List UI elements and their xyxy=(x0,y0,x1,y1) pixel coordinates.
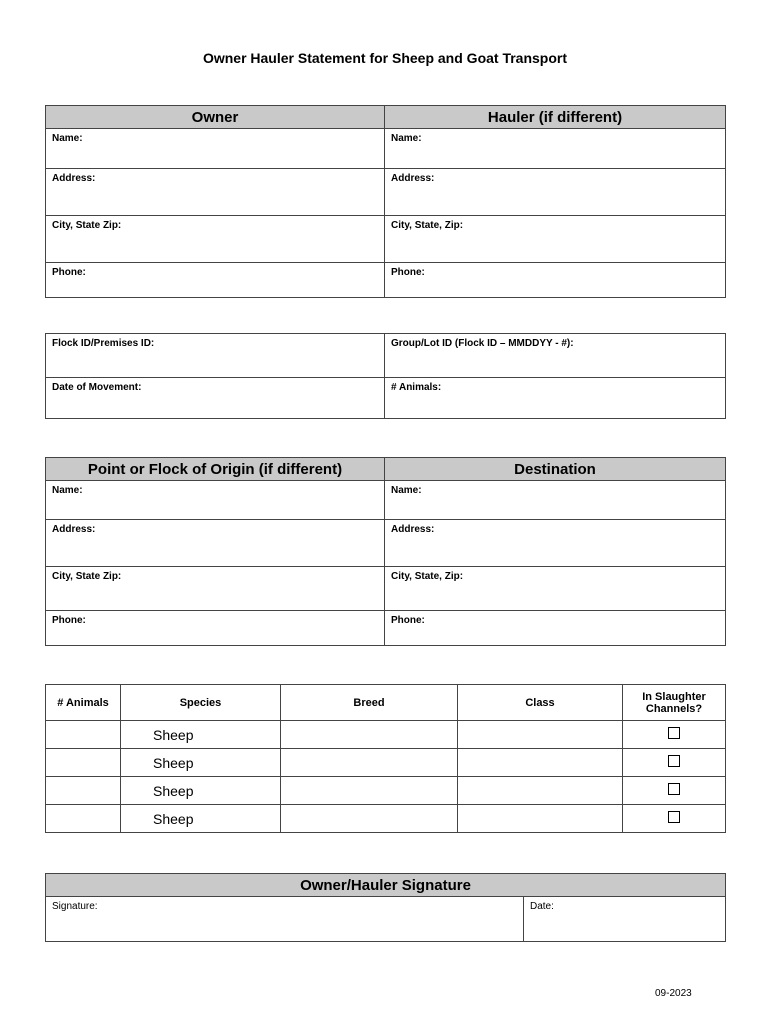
breed-header: Breed xyxy=(281,685,458,721)
species-cell: Sheep xyxy=(121,721,281,749)
hauler-city-field[interactable]: City, State, Zip: xyxy=(385,216,726,263)
species-cell: Sheep xyxy=(121,805,281,833)
class-header: Class xyxy=(458,685,623,721)
class-cell[interactable] xyxy=(458,749,623,777)
date-of-movement-field[interactable]: Date of Movement: xyxy=(46,378,385,419)
signature-date-field[interactable]: Date: xyxy=(524,897,726,942)
hauler-address-field[interactable]: Address: xyxy=(385,169,726,216)
breed-cell[interactable] xyxy=(281,805,458,833)
animals-count-field[interactable]: # Animals: xyxy=(385,378,726,419)
slaughter-checkbox-cell[interactable] xyxy=(623,721,726,749)
slaughter-checkbox-cell[interactable] xyxy=(623,777,726,805)
dest-city-field[interactable]: City, State, Zip: xyxy=(385,567,726,611)
animals-count-header: # Animals xyxy=(46,685,121,721)
form-version: 09-2023 xyxy=(655,988,692,999)
table-row xyxy=(46,721,726,749)
origin-header: Point or Flock of Origin (if different) xyxy=(46,458,385,481)
class-cell[interactable] xyxy=(458,777,623,805)
origin-address-field[interactable]: Address: xyxy=(46,520,385,567)
species-header: Species xyxy=(121,685,281,721)
hauler-name-field[interactable]: Name: xyxy=(385,129,726,169)
owner-address-field[interactable]: Address: xyxy=(46,169,385,216)
origin-destination-table xyxy=(45,457,726,646)
hauler-header: Hauler (if different) xyxy=(385,106,726,129)
owner-city-field[interactable]: City, State Zip: xyxy=(46,216,385,263)
checkbox-icon[interactable] xyxy=(668,811,680,823)
checkbox-icon[interactable] xyxy=(668,727,680,739)
movement-table xyxy=(45,333,726,419)
checkbox-icon[interactable] xyxy=(668,783,680,795)
owner-header: Owner xyxy=(46,106,385,129)
animals-count-cell[interactable] xyxy=(46,805,121,833)
dest-address-field[interactable]: Address: xyxy=(385,520,726,567)
signature-table xyxy=(45,873,726,942)
origin-name-field[interactable]: Name: xyxy=(46,481,385,520)
breed-cell[interactable] xyxy=(281,721,458,749)
signature-field[interactable]: Signature: xyxy=(46,897,524,942)
species-cell: Sheep xyxy=(121,777,281,805)
table-row xyxy=(46,777,726,805)
slaughter-checkbox-cell[interactable] xyxy=(623,749,726,777)
dest-phone-field[interactable]: Phone: xyxy=(385,611,726,646)
dest-name-field[interactable]: Name: xyxy=(385,481,726,520)
group-lot-field[interactable]: Group/Lot ID (Flock ID – MMDDYY - #): xyxy=(385,334,726,378)
origin-city-field[interactable]: City, State Zip: xyxy=(46,567,385,611)
animals-count-cell[interactable] xyxy=(46,749,121,777)
table-row xyxy=(46,805,726,833)
class-cell[interactable] xyxy=(458,805,623,833)
destination-header: Destination xyxy=(385,458,726,481)
breed-cell[interactable] xyxy=(281,749,458,777)
hauler-phone-field[interactable]: Phone: xyxy=(385,263,726,298)
checkbox-icon[interactable] xyxy=(668,755,680,767)
origin-phone-field[interactable]: Phone: xyxy=(46,611,385,646)
form-title: Owner Hauler Statement for Sheep and Goat Transport xyxy=(202,50,568,66)
animals-count-cell[interactable] xyxy=(46,777,121,805)
species-cell: Sheep xyxy=(121,749,281,777)
class-cell[interactable] xyxy=(458,721,623,749)
owner-phone-field[interactable]: Phone: xyxy=(46,263,385,298)
slaughter-channels-header: In Slaughter Channels? xyxy=(623,685,726,721)
table-row xyxy=(46,749,726,777)
owner-hauler-table xyxy=(45,105,726,298)
breed-cell[interactable] xyxy=(281,777,458,805)
signature-header: Owner/Hauler Signature xyxy=(46,874,726,897)
owner-name-field[interactable]: Name: xyxy=(46,129,385,169)
flock-id-field[interactable]: Flock ID/Premises ID: xyxy=(46,334,385,378)
animals-table xyxy=(45,684,726,833)
slaughter-checkbox-cell[interactable] xyxy=(623,805,726,833)
animals-count-cell[interactable] xyxy=(46,721,121,749)
